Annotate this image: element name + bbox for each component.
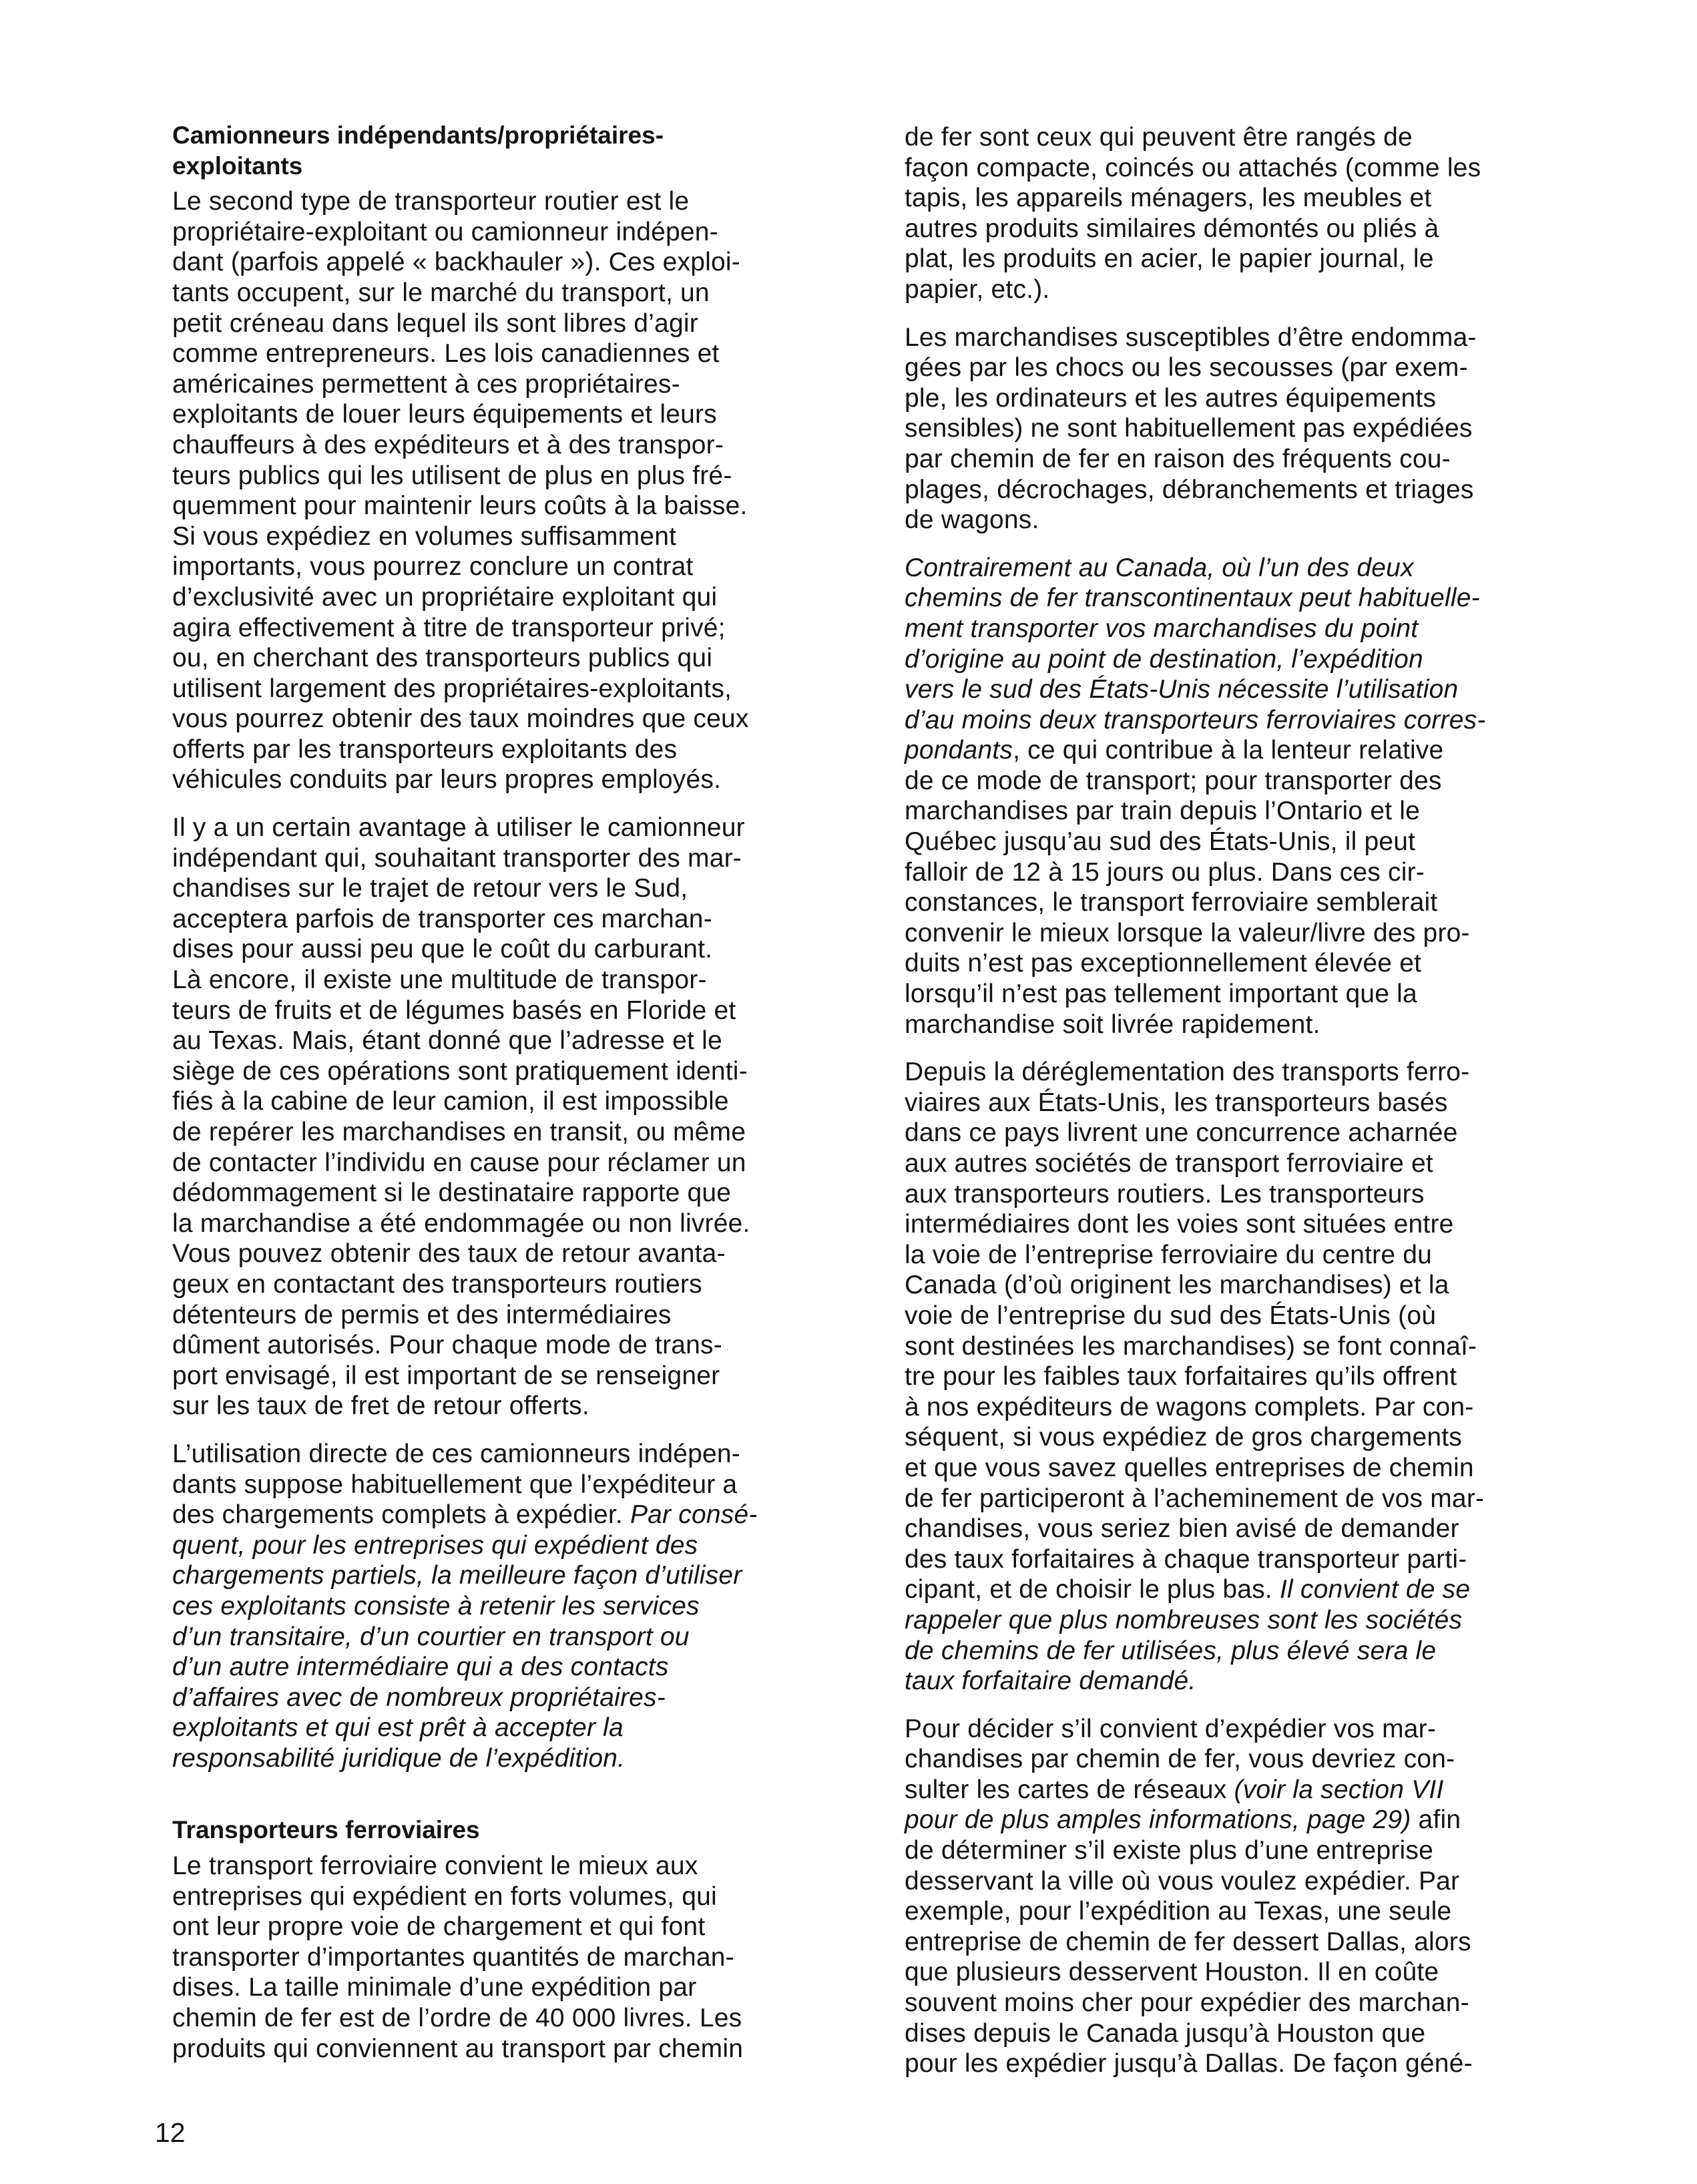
text-line: aux autres sociétés de transport ferroviaire et <box>905 1149 1433 1178</box>
text-line: tre pour les faibles taux forfaitaires qu’ils offrent <box>905 1362 1457 1391</box>
text-line: chemins de fer transcontinentaux peut habituelle- <box>905 584 1480 613</box>
text-line: de contacter l’individu en cause pour réclamer un <box>172 1148 746 1177</box>
text-line: Si vous expédiez en volumes suffisamment <box>172 521 677 551</box>
text-line: Le transport ferroviaire convient le mieux aux <box>172 1851 698 1881</box>
text-line: dédommagement si le destinataire rapporte que <box>172 1178 732 1208</box>
text-line: ment transporter vos marchandises du point <box>905 614 1419 643</box>
text-run: afin <box>1411 1805 1461 1835</box>
text-line: viaires aux États-Unis, les transporteurs basés <box>905 1088 1448 1117</box>
section-heading-rail-carriers <box>172 1815 846 1845</box>
italic-text-block <box>172 1530 846 1774</box>
text-line: convenir le mieux lorsque la valeur/livre des pro- <box>905 918 1470 947</box>
text-line: Le second type de transporteur routier est le <box>172 187 690 216</box>
text-line: chemin de fer est de l’ordre de 40 000 livres. Les <box>172 2004 742 2033</box>
text-line: Québec jusqu’au sud des États-Unis, il peut <box>905 827 1416 857</box>
text-line: de fer participeront à l’acheminement de vos mar- <box>905 1484 1485 1513</box>
text-block <box>905 766 1606 1040</box>
text-run: sulter les cartes de réseaux <box>905 1775 1234 1804</box>
text-line: gées par les chocs ou les secousses (par exem- <box>905 353 1468 383</box>
text-line: produits qui conviennent au transport par chemin <box>172 2034 744 2063</box>
text-line: vous pourrez obtenir des taux moindres que ceux <box>172 704 749 734</box>
text-line: dûment autorisés. Pour chaque mode de trans- <box>172 1331 722 1360</box>
paragraph <box>905 1714 1606 2079</box>
text-line: falloir de 12 à 15 jours ou plus. Dans ces cir- <box>905 857 1425 887</box>
text-line: dants suppose habituellement que l’expéditeur a <box>172 1470 738 1499</box>
text-line: chandises par chemin de fer, vous devriez con- <box>905 1745 1455 1774</box>
text-line: souvent moins cher pour expédier des marchan- <box>905 1988 1469 2018</box>
text-line: dans ce pays livrent une concurrence acharnée <box>905 1118 1458 1148</box>
text-line: taux forfaitaire demandé. <box>905 1667 1196 1696</box>
text-line: tapis, les appareils ménagers, les meubles et <box>905 184 1432 213</box>
text-line: siège de ces opérations sont pratiquement identi- <box>172 1056 748 1086</box>
text-line: dant (parfois appelé « backhauler »). Ces exploi- <box>172 248 740 277</box>
text-line: teurs de fruits et de légumes basés en Floride et <box>172 996 736 1025</box>
text-line: d’origine au point de destination, l’expédition <box>905 644 1423 674</box>
text-line: voie de l’entreprise du sud des États-Unis (où <box>905 1301 1437 1330</box>
text-line <box>905 1775 1606 1805</box>
text-line: aux transporteurs routiers. Les transporteurs <box>905 1179 1425 1209</box>
text-line: plat, les produits en acier, le papier journal, le <box>905 244 1434 274</box>
left-column <box>172 120 846 2081</box>
text-run: cipant, et de choisir le plus bas. <box>905 1575 1280 1604</box>
text-line: de déterminer s’il existe plus d’une entreprise <box>905 1836 1433 1866</box>
text-line: d’exclusivité avec un propriétaire exploitant qui <box>172 582 718 612</box>
italic-text-block <box>905 553 1606 736</box>
text-run: des chargements complets à expédier. <box>172 1500 630 1530</box>
text-line: L’utilisation directe de ces camionneurs indépen- <box>172 1439 740 1468</box>
text-line: utilisent largement des propriétaires-exploitants, <box>172 674 732 703</box>
text-line: chandises, vous seriez bien avisé de demander <box>905 1514 1459 1544</box>
text-line: Contrairement au Canada, où l’un des deux <box>905 553 1414 582</box>
text-line: détenteurs de permis et des intermédiaires <box>172 1300 672 1329</box>
text-line: exemple, pour l’expédition au Texas, une seule <box>905 1897 1452 1926</box>
text-line: acceptera parfois de transporter ces marchan- <box>172 904 712 933</box>
text-line: marchandise soit livrée rapidement. <box>905 1010 1320 1039</box>
text-line: ple, les ordinateurs et les autres équipements <box>905 383 1437 413</box>
italic-text-run: Il convient de se <box>1279 1575 1471 1604</box>
text-line: Canada (d’où originent les marchandises) et la <box>905 1271 1449 1300</box>
text-line: de chemins de fer utilisées, plus élevé sera le <box>905 1636 1437 1665</box>
text-line: transporter d’importantes quantités de marchan- <box>172 1942 734 1972</box>
italic-text-run: Par consé- <box>630 1500 758 1530</box>
text-line: plages, décrochages, débranchements et triages <box>905 475 1474 504</box>
text-line: de fer sont ceux qui peuvent être rangés de <box>905 123 1413 152</box>
text-line: vers le sud des États-Unis nécessite l’utilisation <box>905 675 1459 704</box>
text-line: duits n’est pas exceptionnellement élevée et <box>905 949 1422 978</box>
text-line: Il y a un certain avantage à utiliser le camionneur <box>172 813 745 843</box>
text-line: exploitants et qui est prêt à accepter la <box>172 1713 624 1743</box>
text-line: d’un autre intermédiaire qui a des contacts <box>172 1653 669 1682</box>
right-column <box>905 122 1606 2097</box>
text-line: la voie de l’entreprise ferroviaire du centre du <box>905 1240 1433 1269</box>
text-line: de repérer les marchandises en transit, ou même <box>172 1118 746 1146</box>
text-line: papier, etc.). <box>905 274 1050 304</box>
text-line: Là encore, il existe une multitude de transpor- <box>172 965 707 995</box>
text-block <box>905 1057 1606 1574</box>
text-line: port envisagé, il est important de se renseigner <box>172 1361 720 1390</box>
italic-text-run: pondants <box>905 736 1013 765</box>
text-block <box>905 1714 1606 1775</box>
italic-text-block <box>905 1605 1606 1697</box>
text-line: responsabilité juridique de l’expédition. <box>172 1743 626 1773</box>
text-line: indépendant qui, souhaitant transporter des mar- <box>172 843 742 873</box>
text-line: par chemin de fer en raison des fréquents cou- <box>905 444 1451 473</box>
text-line: chargements partiels, la meilleure façon d’utiliser <box>172 1561 742 1590</box>
text-line: exploitants de louer leurs équipements et leurs <box>172 400 717 429</box>
heading-line: exploitants <box>172 152 303 180</box>
text-line: entreprises qui expédient en forts volumes, qui <box>172 1882 717 1911</box>
text-line: ces exploitants consiste à retenir les services <box>172 1591 700 1620</box>
text-line: chandises sur le trajet de retour vers le Sud, <box>172 874 688 903</box>
heading-line: Camionneurs indépendants/propriétaires- <box>172 122 664 149</box>
paragraph <box>905 553 1606 1040</box>
text-line: quent, pour les entreprises qui expédient des <box>172 1530 698 1560</box>
text-line: intermédiaires dont les voies sont situées entre <box>905 1210 1454 1239</box>
text-line: quemment pour maintenir leurs coûts à la baisse. <box>172 491 748 521</box>
text-block <box>905 1835 1606 2079</box>
text-line: dises. La taille minimale d’une expédition par <box>172 1973 697 2002</box>
page-number: 12 <box>155 2117 186 2148</box>
text-line: fiés à la cabine de leur camion, il est impossible <box>172 1087 729 1116</box>
text-line: d’affaires avec de nombreux propriétaires- <box>172 1683 666 1712</box>
text-line: des taux forfaitaires à chaque transporteur parti- <box>905 1544 1467 1574</box>
text-line: séquent, si vous expédiez de gros chargements <box>905 1423 1462 1452</box>
text-run: , ce qui contribue à la lenteur relative <box>1013 736 1444 765</box>
text-line: d’au moins deux transporteurs ferroviaires corres- <box>905 705 1486 734</box>
italic-text-run: (voir la section VII <box>1234 1775 1444 1804</box>
text-line: Vous pouvez obtenir des taux de retour avanta- <box>172 1239 726 1269</box>
text-line <box>905 735 1606 766</box>
text-line: importants, vous pourrez conclure un contrat <box>172 552 694 582</box>
text-line: lorsqu’il n’est pas tellement important que la <box>905 979 1417 1009</box>
paragraph <box>905 322 1606 535</box>
text-line: que plusieurs desservent Houston. Il en coûte <box>905 1958 1439 1987</box>
text-line: de wagons. <box>905 505 1039 535</box>
heading-line: Transporteurs ferroviaires <box>172 1816 480 1844</box>
text-line: comme entrepreneurs. Les lois canadiennes et <box>172 339 720 369</box>
text-line: geux en contactant des transporteurs routiers <box>172 1269 702 1299</box>
text-line <box>905 1805 1606 1835</box>
text-line: Depuis la déréglementation des transports ferro- <box>905 1058 1470 1087</box>
text-line: petit créneau dans lequel ils sont libres d’agir <box>172 308 698 338</box>
italic-text-run: pour de plus amples informations, page 29) <box>905 1805 1411 1835</box>
text-line: sont destinées les marchandises) se font connaî- <box>905 1331 1477 1361</box>
text-line: Les marchandises susceptibles d’être endomma- <box>905 322 1477 352</box>
text-line: marchandises par train depuis l’Ontario et le <box>905 797 1421 826</box>
text-line: Pour décider s’il convient d’expédier vos mar- <box>905 1714 1437 1743</box>
text-line: véhicules conduits par leurs propres employés. <box>172 765 722 795</box>
paragraph <box>905 122 1606 305</box>
paragraph <box>172 186 846 795</box>
text-line: propriétaire-exploitant ou camionneur indépen- <box>172 217 718 246</box>
text-line <box>172 1500 846 1530</box>
text-line: dises pour aussi peu que le coût du carburant. <box>172 935 713 964</box>
text-line: teurs publics qui les utilisent de plus en plus fré- <box>172 461 732 490</box>
paragraph <box>905 1057 1606 1696</box>
text-line: sur les taux de fret de retour offerts. <box>172 1391 589 1421</box>
text-line: et que vous savez quelles entreprises de chemin <box>905 1453 1474 1482</box>
text-line: au Texas. Mais, étant donné que l’adresse et le <box>172 1026 722 1056</box>
text-line: façon compacte, coincés ou attachés (comme les <box>905 153 1481 182</box>
text-line: dises depuis le Canada jusqu’à Houston que <box>905 2018 1426 2048</box>
paragraph <box>172 1851 846 2064</box>
text-line: offerts par les transporteurs exploitants des <box>172 734 678 764</box>
text-line: ont leur propre voie de chargement et qui font <box>172 1912 706 1942</box>
text-line: agira effectivement à titre de transporteur privé; <box>172 613 726 642</box>
text-line: desservant la ville où vous voulez expédier. Par <box>905 1866 1460 1896</box>
text-line <box>905 1574 1606 1605</box>
text-line: rappeler que plus nombreuses sont les sociétés <box>905 1605 1463 1634</box>
text-line: d’un transitaire, d’un courtier en transport ou <box>172 1622 690 1651</box>
text-line: sensibles) ne sont habituellement pas expédiées <box>905 414 1473 443</box>
text-line: à nos expéditeurs de wagons complets. Par con- <box>905 1392 1474 1422</box>
text-line: tants occupent, sur le marché du transport, un <box>172 278 710 307</box>
text-line: autres produits similaires démontés ou pliés à <box>905 214 1439 243</box>
section-heading-independent-truckers <box>172 120 846 181</box>
text-line: américaines permettent à ces propriétaires- <box>172 369 680 399</box>
text-line: de ce mode de transport; pour transporter des <box>905 766 1442 795</box>
text-line: pour les expédier jusqu’à Dallas. De façon géné- <box>905 2049 1473 2079</box>
paragraph <box>172 1439 846 1774</box>
text-line: chauffeurs à des expéditeurs et à des transpor- <box>172 430 724 459</box>
text-line: ou, en cherchant des transporteurs publics qui <box>172 644 713 673</box>
text-line: constances, le transport ferroviaire semblerait <box>905 888 1438 917</box>
paragraph <box>172 813 846 1422</box>
text-line: la marchandise a été endommagée ou non livrée. <box>172 1209 750 1238</box>
text-line: entreprise de chemin de fer dessert Dallas, alors <box>905 1927 1471 1956</box>
